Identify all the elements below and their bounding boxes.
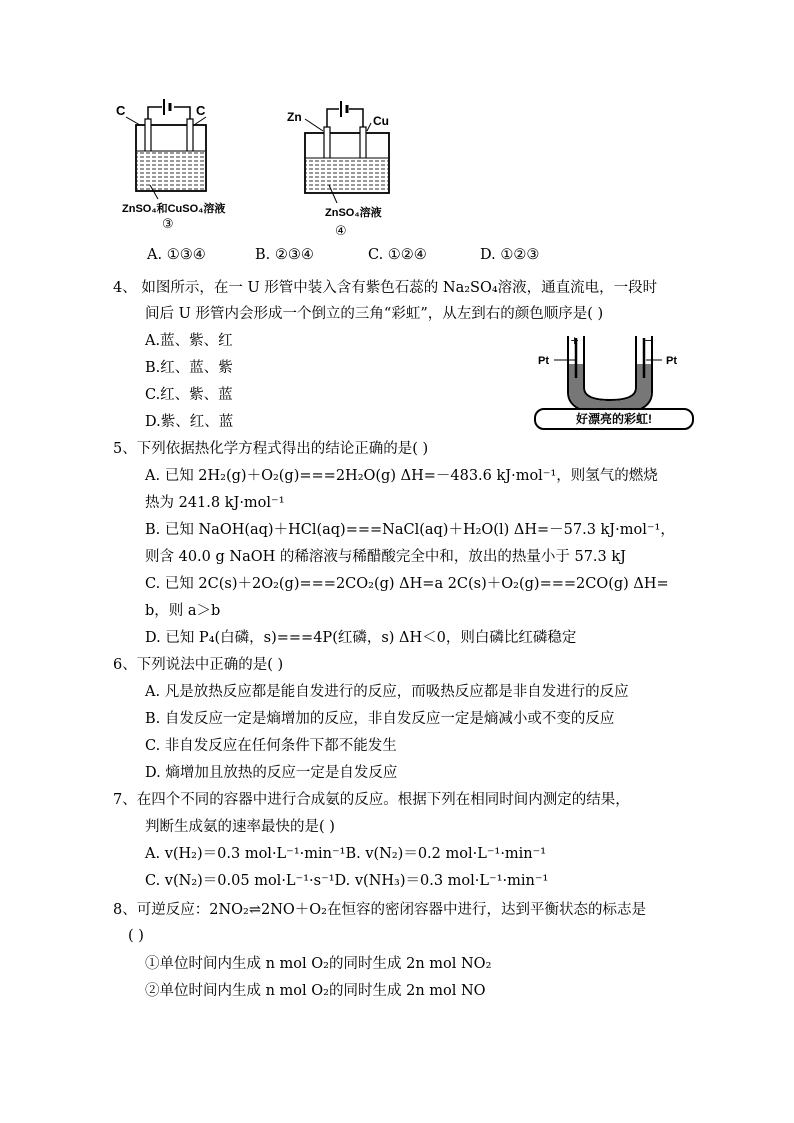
right-electrode-label: C bbox=[196, 103, 206, 118]
cell-4-number: ④ bbox=[335, 224, 347, 239]
q5-option-c-line-2: b，则 a＞b bbox=[145, 603, 221, 619]
cell-4-solution-caption: ZnSO₄溶液 bbox=[325, 207, 382, 219]
q7-options-row-2: C. v(N₂)＝0.05 mol·L⁻¹·s⁻¹D. v(NH₃)＝0.3 mol·L⁻¹·min⁻¹ bbox=[145, 873, 549, 889]
left-pt-label: Pt bbox=[538, 355, 549, 367]
q3-option-c: C. ①②④ bbox=[368, 247, 427, 263]
q7-options-row-1: A. v(H₂)＝0.3 mol·L⁻¹·min⁻¹B. v(N₂)＝0.2 mol·L⁻¹·min⁻¹ bbox=[145, 846, 547, 862]
q5-option-d: D. 已知 P₄(白磷，s)===4P(红磷，s) ΔH＜0，则白磷比红磷稳定 bbox=[145, 630, 577, 646]
q6-option-a: A. 凡是放热反应都是能自发进行的反应，而吸热反应都是非自发进行的反应 bbox=[145, 684, 629, 700]
figure-4-electrolysis-cell bbox=[285, 95, 405, 245]
cell-3-number: ③ bbox=[162, 217, 174, 232]
q4-option-a: A.蓝、紫、红 bbox=[145, 333, 233, 349]
zn-electrode-label: Zn bbox=[287, 110, 302, 124]
svg-text:+: + bbox=[570, 334, 580, 347]
q5-option-c-line-1: C. 已知 2C(s)＋2O₂(g)===2CO₂(g) ΔH=a 2C(s)＋O₂(g)===2CO(g) ΔH= bbox=[145, 576, 669, 592]
q6-stem: 6、下列说法中正确的是( ) bbox=[113, 657, 284, 673]
q5-stem: 5、下列依据热化学方程式得出的结论正确的是( ) bbox=[113, 441, 429, 457]
q5-option-a-line-2: 热为 241.8 kJ·mol⁻¹ bbox=[145, 495, 285, 511]
q5-option-b-line-1: B. 已知 NaOH(aq)＋HCl(aq)===NaCl(aq)＋H₂O(l) ΔH=－57.3 kJ·mol⁻¹， bbox=[145, 522, 675, 538]
q4-stem-line-1: 4、 如图所示，在一 U 形管中装入含有紫色石蕊的 Na₂SO₄溶液，通直流电，一段时 bbox=[113, 280, 658, 296]
q6-option-c: C. 非自发反应在任何条件下都不能发生 bbox=[145, 738, 397, 754]
figure-3-electrolysis-cell bbox=[110, 95, 240, 235]
q3-option-d: D. ①②③ bbox=[480, 247, 540, 263]
cu-electrode-label: Cu bbox=[373, 114, 389, 128]
q7-stem-line-1: 7、在四个不同的容器中进行合成氨的反应。根据下列在相同时间内测定的结果， bbox=[113, 792, 630, 808]
q4-option-c: C.红、紫、蓝 bbox=[145, 387, 233, 403]
u-tube-rainbow-figure bbox=[532, 330, 692, 430]
q5-option-b-line-2: 则含 40.0 g NaOH 的稀溶液与稀醋酸完全中和，放出的热量小于 57.3 kJ bbox=[145, 549, 626, 565]
q7-stem-line-2: 判断生成氨的速率最快的是( ) bbox=[145, 819, 335, 835]
electrolysis-cell-4-diagram bbox=[285, 95, 405, 245]
electrolysis-cell-3-diagram bbox=[110, 95, 240, 235]
q3-option-a: A. ①③④ bbox=[147, 247, 206, 263]
q8-item-2: ②单位时间内生成 n mol O₂的同时生成 2n mol NO bbox=[145, 983, 486, 999]
rainbow-banner-text: 好漂亮的彩虹! bbox=[576, 412, 652, 426]
q4-option-b: B.红、蓝、紫 bbox=[145, 360, 233, 376]
q4-option-d: D.紫、红、蓝 bbox=[145, 414, 234, 430]
svg-text:−: − bbox=[644, 334, 654, 347]
rainbow-banner bbox=[534, 408, 694, 430]
q8-stem-line-2: ( ) bbox=[128, 928, 144, 944]
q6-option-d: D. 熵增加且放热的反应一定是自发反应 bbox=[145, 765, 398, 781]
q8-stem-line-1: 8、可逆反应：2NO₂⇌2NO＋O₂在恒容的密闭容器中进行，达到平衡状态的标志是 bbox=[113, 902, 646, 918]
q8-item-1: ①单位时间内生成 n mol O₂的同时生成 2n mol NO₂ bbox=[145, 956, 492, 972]
q5-option-a-line-1: A. 已知 2H₂(g)＋O₂(g)===2H₂O(g) ΔH=－483.6 kJ·mol⁻¹，则氢气的燃烧 bbox=[145, 468, 658, 484]
cell-3-solution-caption: ZnSO₄和CuSO₄溶液 bbox=[122, 203, 226, 215]
q6-option-b: B. 自发反应一定是熵增加的反应，非自发反应一定是熵减小或不变的反应 bbox=[145, 711, 615, 727]
q3-option-b: B. ②③④ bbox=[255, 247, 314, 263]
right-pt-label: Pt bbox=[666, 355, 677, 367]
q4-stem-line-2: 间后 U 形管内会形成一个倒立的三角“彩虹”，从左到右的颜色顺序是( ) bbox=[145, 306, 604, 322]
left-electrode-label: C bbox=[116, 103, 126, 118]
